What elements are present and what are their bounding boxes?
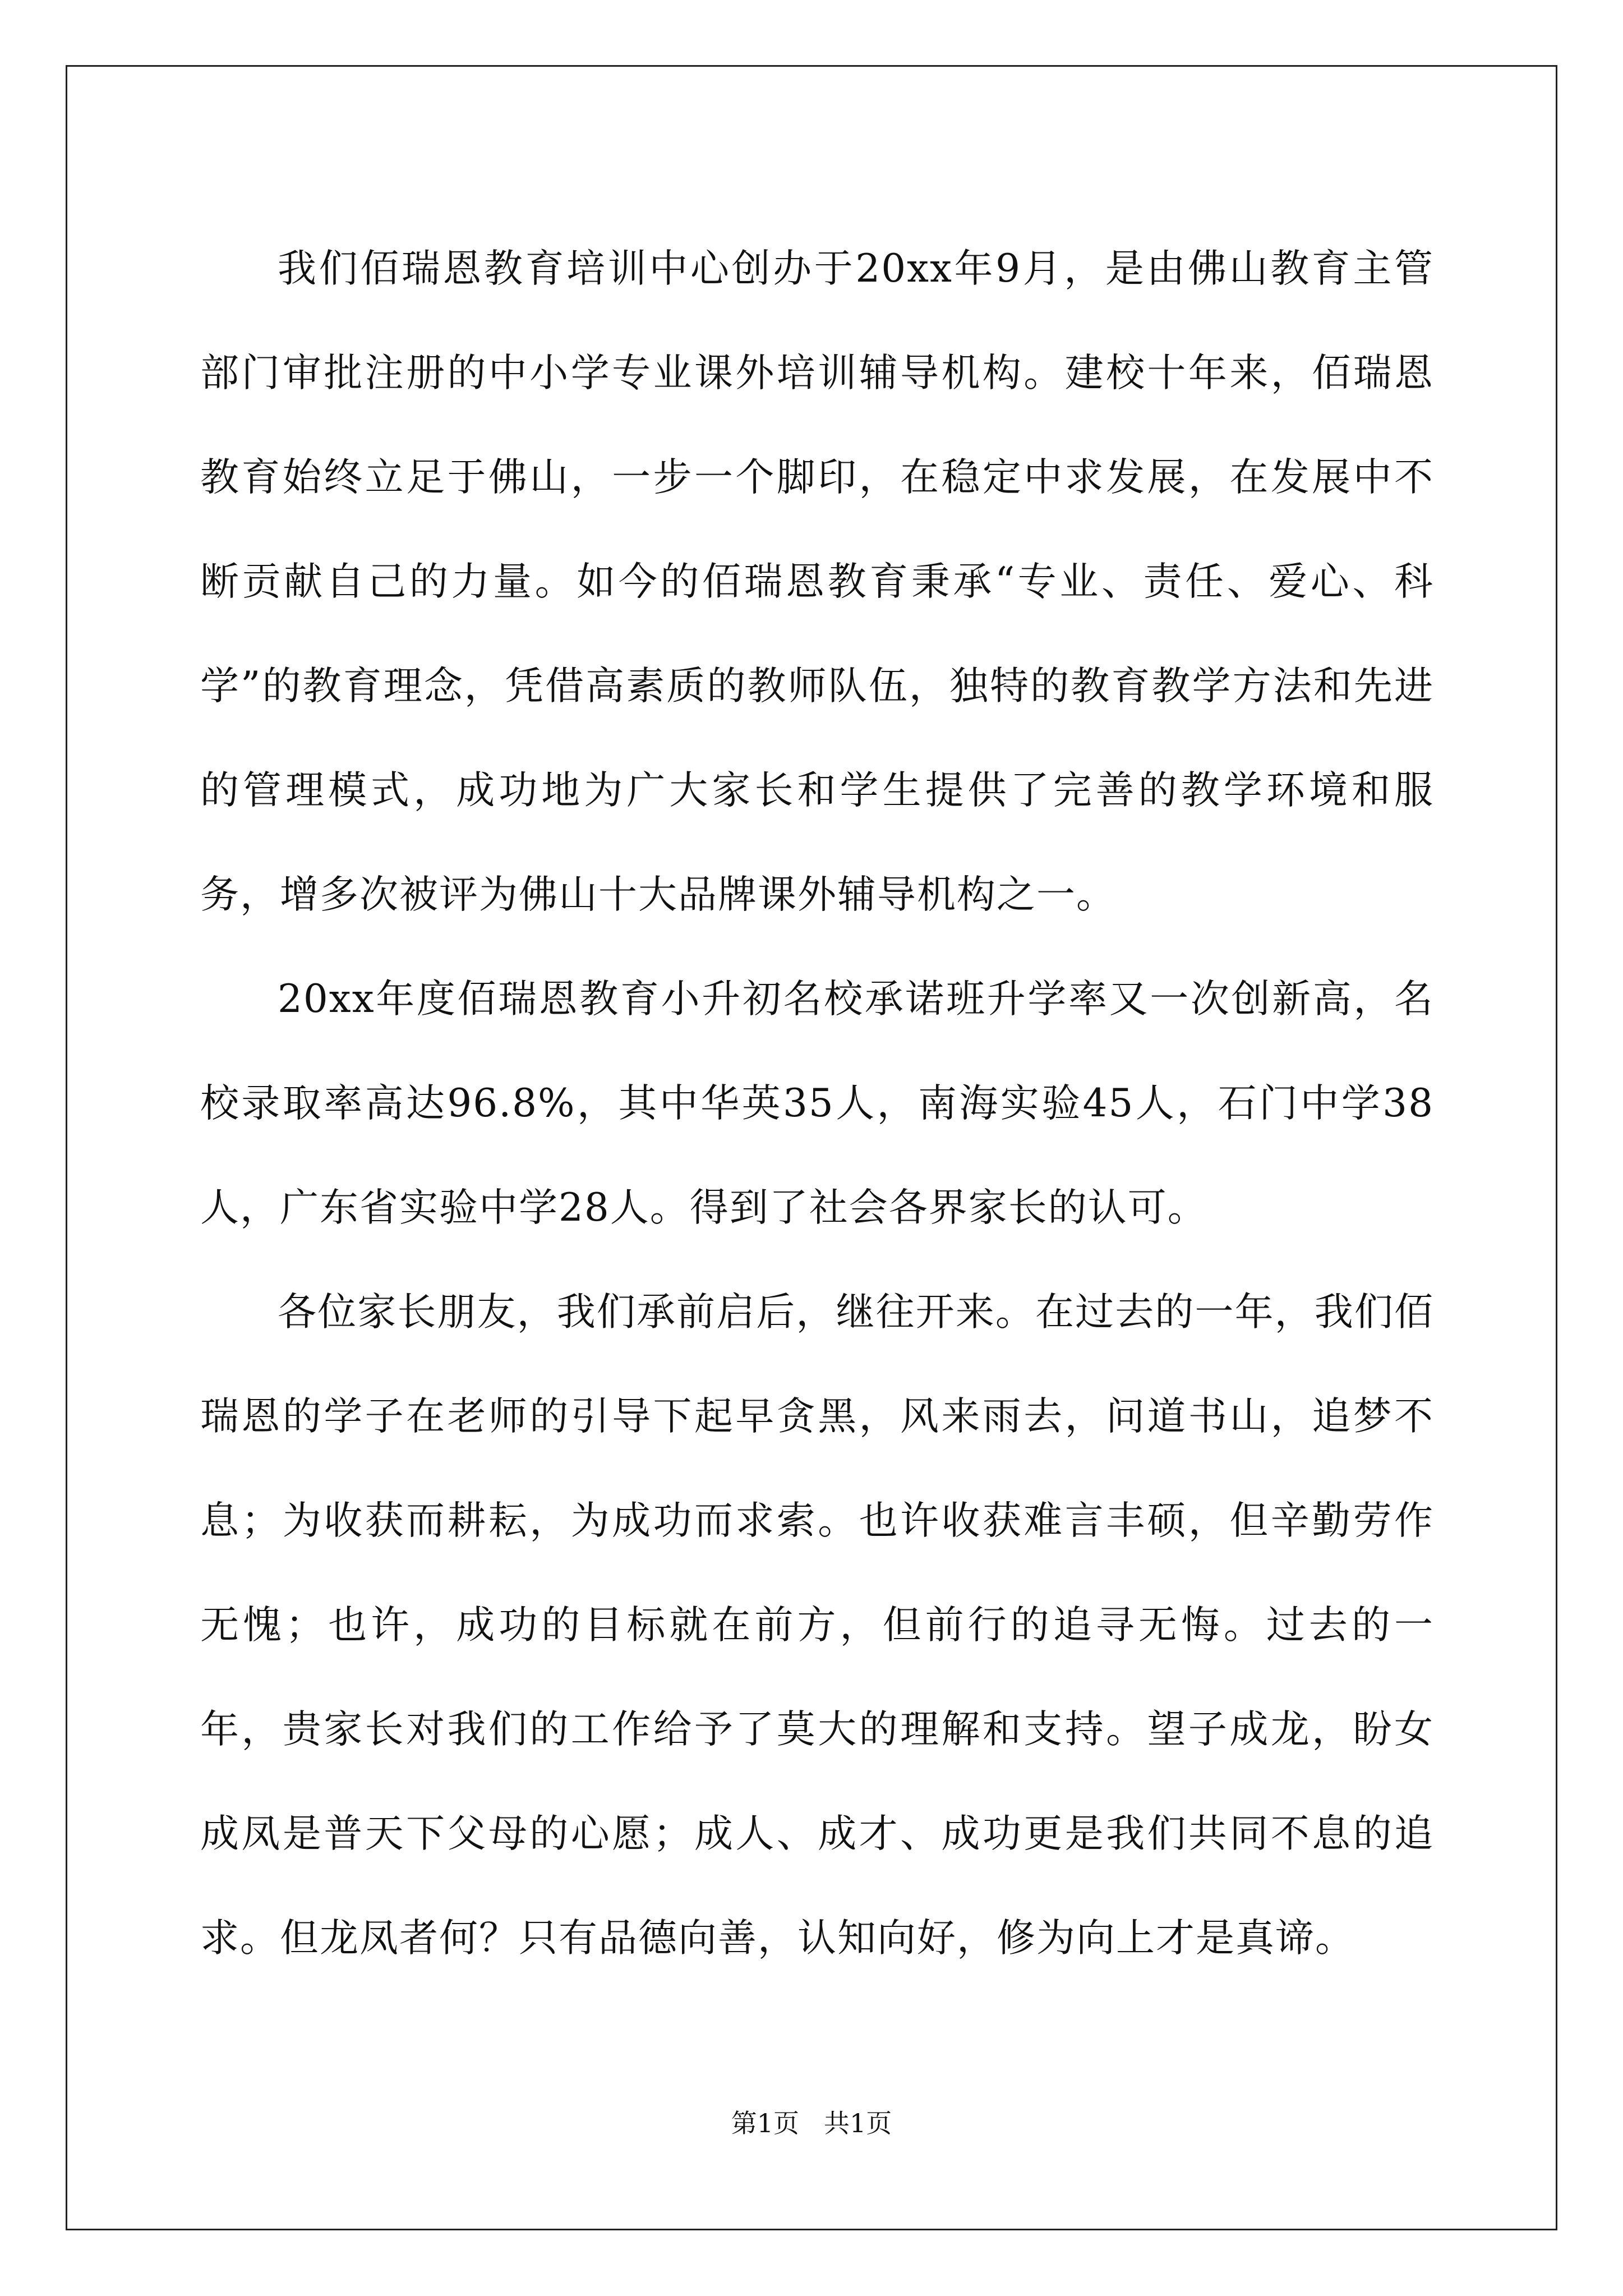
- page-number: 第1页: [731, 2108, 800, 2138]
- paragraph-results: 20xx年度佰瑞恩教育小升初名校承诺班升学率又一次创新高，名校录取率高达96.8%，其中华英35人，南海实验45人，石门中学38人，广东省实验中学28人。得到了社会各界家长的认可。: [200, 977, 1434, 1230]
- paragraph-parents: 各位家长朋友，我们承前启后，继往开来。在过去的一年，我们佰瑞恩的学子在老师的引导下起早贪黑，风来雨去，问道书山，追梦不息；为收获而耕耘，为成功而求索。也许收获难言丰硕，但辛勤劳作无愧；也许，成功的目标就在前方，但前行的追寻无悔。过去的一年，贵家长对我们的工作给予了莫大的理解和支持。望子成龙，盼女成凤是普天下父母的心愿；成人、成才、成功更是我们共同不息的追求。但龙凤者何？只有品德向善，认知向好，修为向上才是真谛。: [200, 1290, 1434, 1961]
- page-footer: [0, 2106, 1623, 2140]
- document-body: [200, 217, 1434, 1990]
- page-total: 共1页: [823, 2108, 892, 2138]
- paragraph-intro: 我们佰瑞恩教育培训中心创办于20xx年9月，是由佛山教育主管部门审批注册的中小学专业课外培训辅导机构。建校十年来，佰瑞恩教育始终立足于佛山，一步一个脚印，在稳定中求发展，在发展中不断贡献自己的力量。如今的佰瑞恩教育秉承“专业、责任、爱心、科学”的教育理念，凭借高素质的教师队伍，独特的教育教学方法和先进的管理模式，成功地为广大家长和学生提供了完善的教学环境和服务，增多次被评为佛山十大品牌课外辅导机构之一。: [200, 246, 1434, 917]
